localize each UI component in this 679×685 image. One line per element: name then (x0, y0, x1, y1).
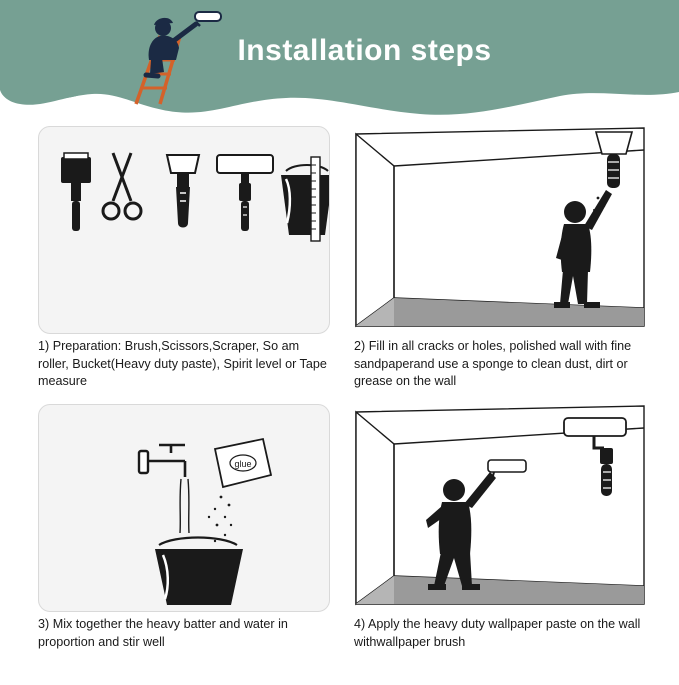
faucet-icon (143, 445, 185, 477)
step-3-caption: 3) Mix together the heavy batter and water in proportion and stir well (38, 617, 288, 649)
step-1-illustration (38, 126, 330, 334)
step-3-illustration (38, 404, 330, 612)
page-title: Installation steps (237, 34, 492, 67)
header-banner (0, 0, 679, 120)
step-2-illustration (354, 126, 646, 334)
pour-particles (208, 496, 232, 543)
step-4-caption: 4) Apply the heavy duty wallpaper paste on the wall withwallpaper brush (354, 617, 641, 649)
faucet-handle (139, 451, 148, 473)
step-2 (354, 126, 646, 398)
step-4-illustration (354, 404, 646, 612)
bucket-icon (155, 538, 243, 606)
step-1 (38, 126, 330, 398)
step-3 (38, 404, 330, 676)
step-1-caption: 1) Preparation: Brush,Scissors,Scraper, So am roller, Bucket(Heavy duty paste), Spirit level or Tape measure (38, 339, 327, 388)
glue-packet-icon (215, 439, 271, 487)
steps-grid (38, 126, 646, 676)
spirit-level-icon (311, 157, 320, 241)
svg-text:glue: glue (234, 459, 252, 469)
water-stream (180, 479, 189, 533)
step-4 (354, 404, 646, 676)
step-2-caption: 2) Fill in all cracks or holes, polished wall with fine sandpaperand use a sponge to clean dust, dirt or grease on the wall (354, 339, 632, 388)
